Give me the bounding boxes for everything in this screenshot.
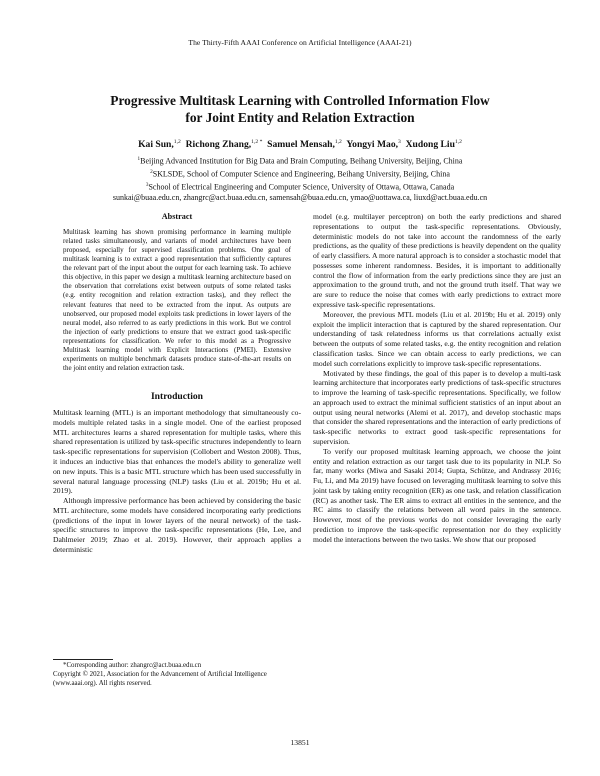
left-column: [53, 212, 301, 555]
paper-title: [40, 93, 560, 126]
right-column: [313, 212, 561, 545]
affiliations: [40, 154, 560, 203]
author: Samuel Mensah,$^{1,2}$: [267, 139, 342, 151]
affiliation: $^1$Beijing Advanced Institution for Big Data and Brain Computing, Beihang University, Beijing, China: [137, 156, 463, 166]
author: Xudong Liu$^{1,2}$: [405, 139, 462, 151]
author: Kai Sun,$^{1,2}$: [138, 139, 181, 151]
affiliation: $^3$School of Electrical Engineering and Computer Science, University of Ottawa, Ottawa, Canada: [145, 181, 455, 192]
author: Yongyi Mao,$^3$: [346, 139, 401, 151]
affiliation: $^2$SKLSDE, School of Computer Science and Engineering, Beihang University, Beijing, China: [150, 168, 450, 179]
footnote: [53, 662, 301, 688]
running-head: The Thirty-Fifth AAAI Conference on Artificial Intelligence (AAAI-21): [188, 38, 412, 47]
introduction-heading: Introduction: [150, 391, 204, 403]
abstract-heading: Abstract: [161, 212, 193, 221]
body-paragraph: Moreover, the previous MTL models (Liu et al. 2019b; Hu et al. 2019) only exploit the implicit interaction that is captured by the shared representation. Our understanding of task relatedness informs us that correlations actually exist between the outputs of some related tasks, e.g. the entity recognition and relation classification tasks. Since we can obtain access to early predictions, we can model such correlations explicitly to improve task-specific representations.: [313, 309, 561, 368]
footnote-rule: [53, 659, 113, 660]
body-paragraph: Multitask learning (MTL) is an important methodology that simultaneously co-models multiple related tasks in a single model. One of the earliest proposed MTL architectures learns a shared representation for multiple tasks, where this shared representation is utilized by task-specific structures independently to learn task-specific representations for supervision (Collobert and Weston 2008). Thus, it induces an inductive bias that enhances the model's ability to generalize well on new inputs. This is a basic MTL structure which has been used successfully in several natural language processing (NLP) tasks (Liu et al. 2019b; Hu et al. 2019).: [53, 408, 301, 496]
author-list: [40, 139, 560, 150]
copyright-notice: Copyright © 2021, Association for the Advancement of Artificial Intelligence (www.aaai.org). All rights reserved.: [53, 670, 267, 687]
body-paragraph: model (e.g. multilayer perceptron) on both the early predictions and shared representations to output the task-specific representations. Obviously, deterministic models do not take into account the randomness of the early predictions, as the quality of these predictions is heavily dependent on the quality of early classifiers. A more natural approach is to consider a stochastic model that possesses some inherent randomness. Besides, it is important to additionally control the flow of information from the early predictions since they are just an approximation to the ground truth, and not the ground truth itself. That way we are sure to reduce the noise that comes with early predictions to extract more expressive task-specific representations.: [313, 212, 561, 310]
corresponding-author-note: *Corresponding author: zhangrc@act.buaa.edu.cn: [63, 662, 202, 669]
author-emails: sunkai@buaa.edu.cn, zhangrc@act.buaa.edu.cn, samensah@buaa.edu.cn, ymao@uottawa.ca, liuxd@act.buaa.edu.cn: [112, 192, 488, 202]
title-line-2: for Joint Entity and Relation Extraction: [185, 109, 415, 125]
body-paragraph: Although impressive performance has been achieved by considering the basic MTL architecture, some models have considered incorporating early predictions (predictions of the input in lower layers of the neural network) of the task-specific structures to improve the task-specific representations (He, Lee, and Dahlmeier 2019; Zhao et al. 2019). However, their approach applies a deterministic: [53, 496, 301, 554]
page-number: 13851: [290, 738, 310, 747]
body-paragraph: To verify our proposed multitask learning approach, we choose the joint entity and relation extraction as our target task due to its popularity in NLP. So far, many works (Miwa and Sasaki 2014; Gupta, Schütze, and Andrassy 2016; Fu, Li, and Ma 2019) have focused on leveraging multitask learning to solve this joint task by taking entity recognition (ER) as one task, and relation classification (RC) as another task. The ER aims to extract all entities in the sentence, and the RC aims to classify the relations between all word pairs in the sentence. However, most of the previous works do not consider leveraging the early prediction to improve the task-specific representation nor do they explicitly model the interactions between the two tasks. We show that our proposed: [313, 446, 561, 544]
body-paragraph: Motivated by these findings, the goal of this paper is to develop a multi-task learning architecture that incorporates early predictions of task-specific structures to improve the learning of task-specific representations. Specifically, we follow an approach used to extract the minimal sufficient statistics of an input about an output using neural networks (Alemi et al. 2017), and develop stochastic maps that consider the shared representations and the interaction of early predictions of task-specific networks to extract good task-specific representations for supervision.: [313, 368, 561, 446]
title-line-1: Progressive Multitask Learning with Controlled Information Flow: [110, 93, 490, 108]
abstract-body: Multitask learning has shown promising performance in learning multiple related tasks simultaneously, and variants of model architectures have been proposed, especially for supervised classification problems. One goal of multitask learning is to extract a good representation that sufficiently captures the relevant part of the input about the output for each learning task. To achieve this objective, in this paper we design a multitask learning architecture based on the observation that correlations exist between outputs of some related tasks (e.g. entity recognition and relation extraction tasks), and they reflect the relevant features that need to be extracted from the input. As outputs are unobserved, our proposed model exploits task predictions in lower layers of the neural model, also referred to as early predictions in this work. But we control the injection of early predictions to ensure that we extract good task-specific representations for classification. We refer to this model as a Progressive Multitask learning model with Explicit Interactions (PMEI). Extensive experiments on multiple benchmark datasets produce state-of-the-art results on the joint entity and relation extraction task.: [63, 227, 291, 373]
author: Richong Zhang,$^{1,2 *}$: [185, 139, 263, 151]
